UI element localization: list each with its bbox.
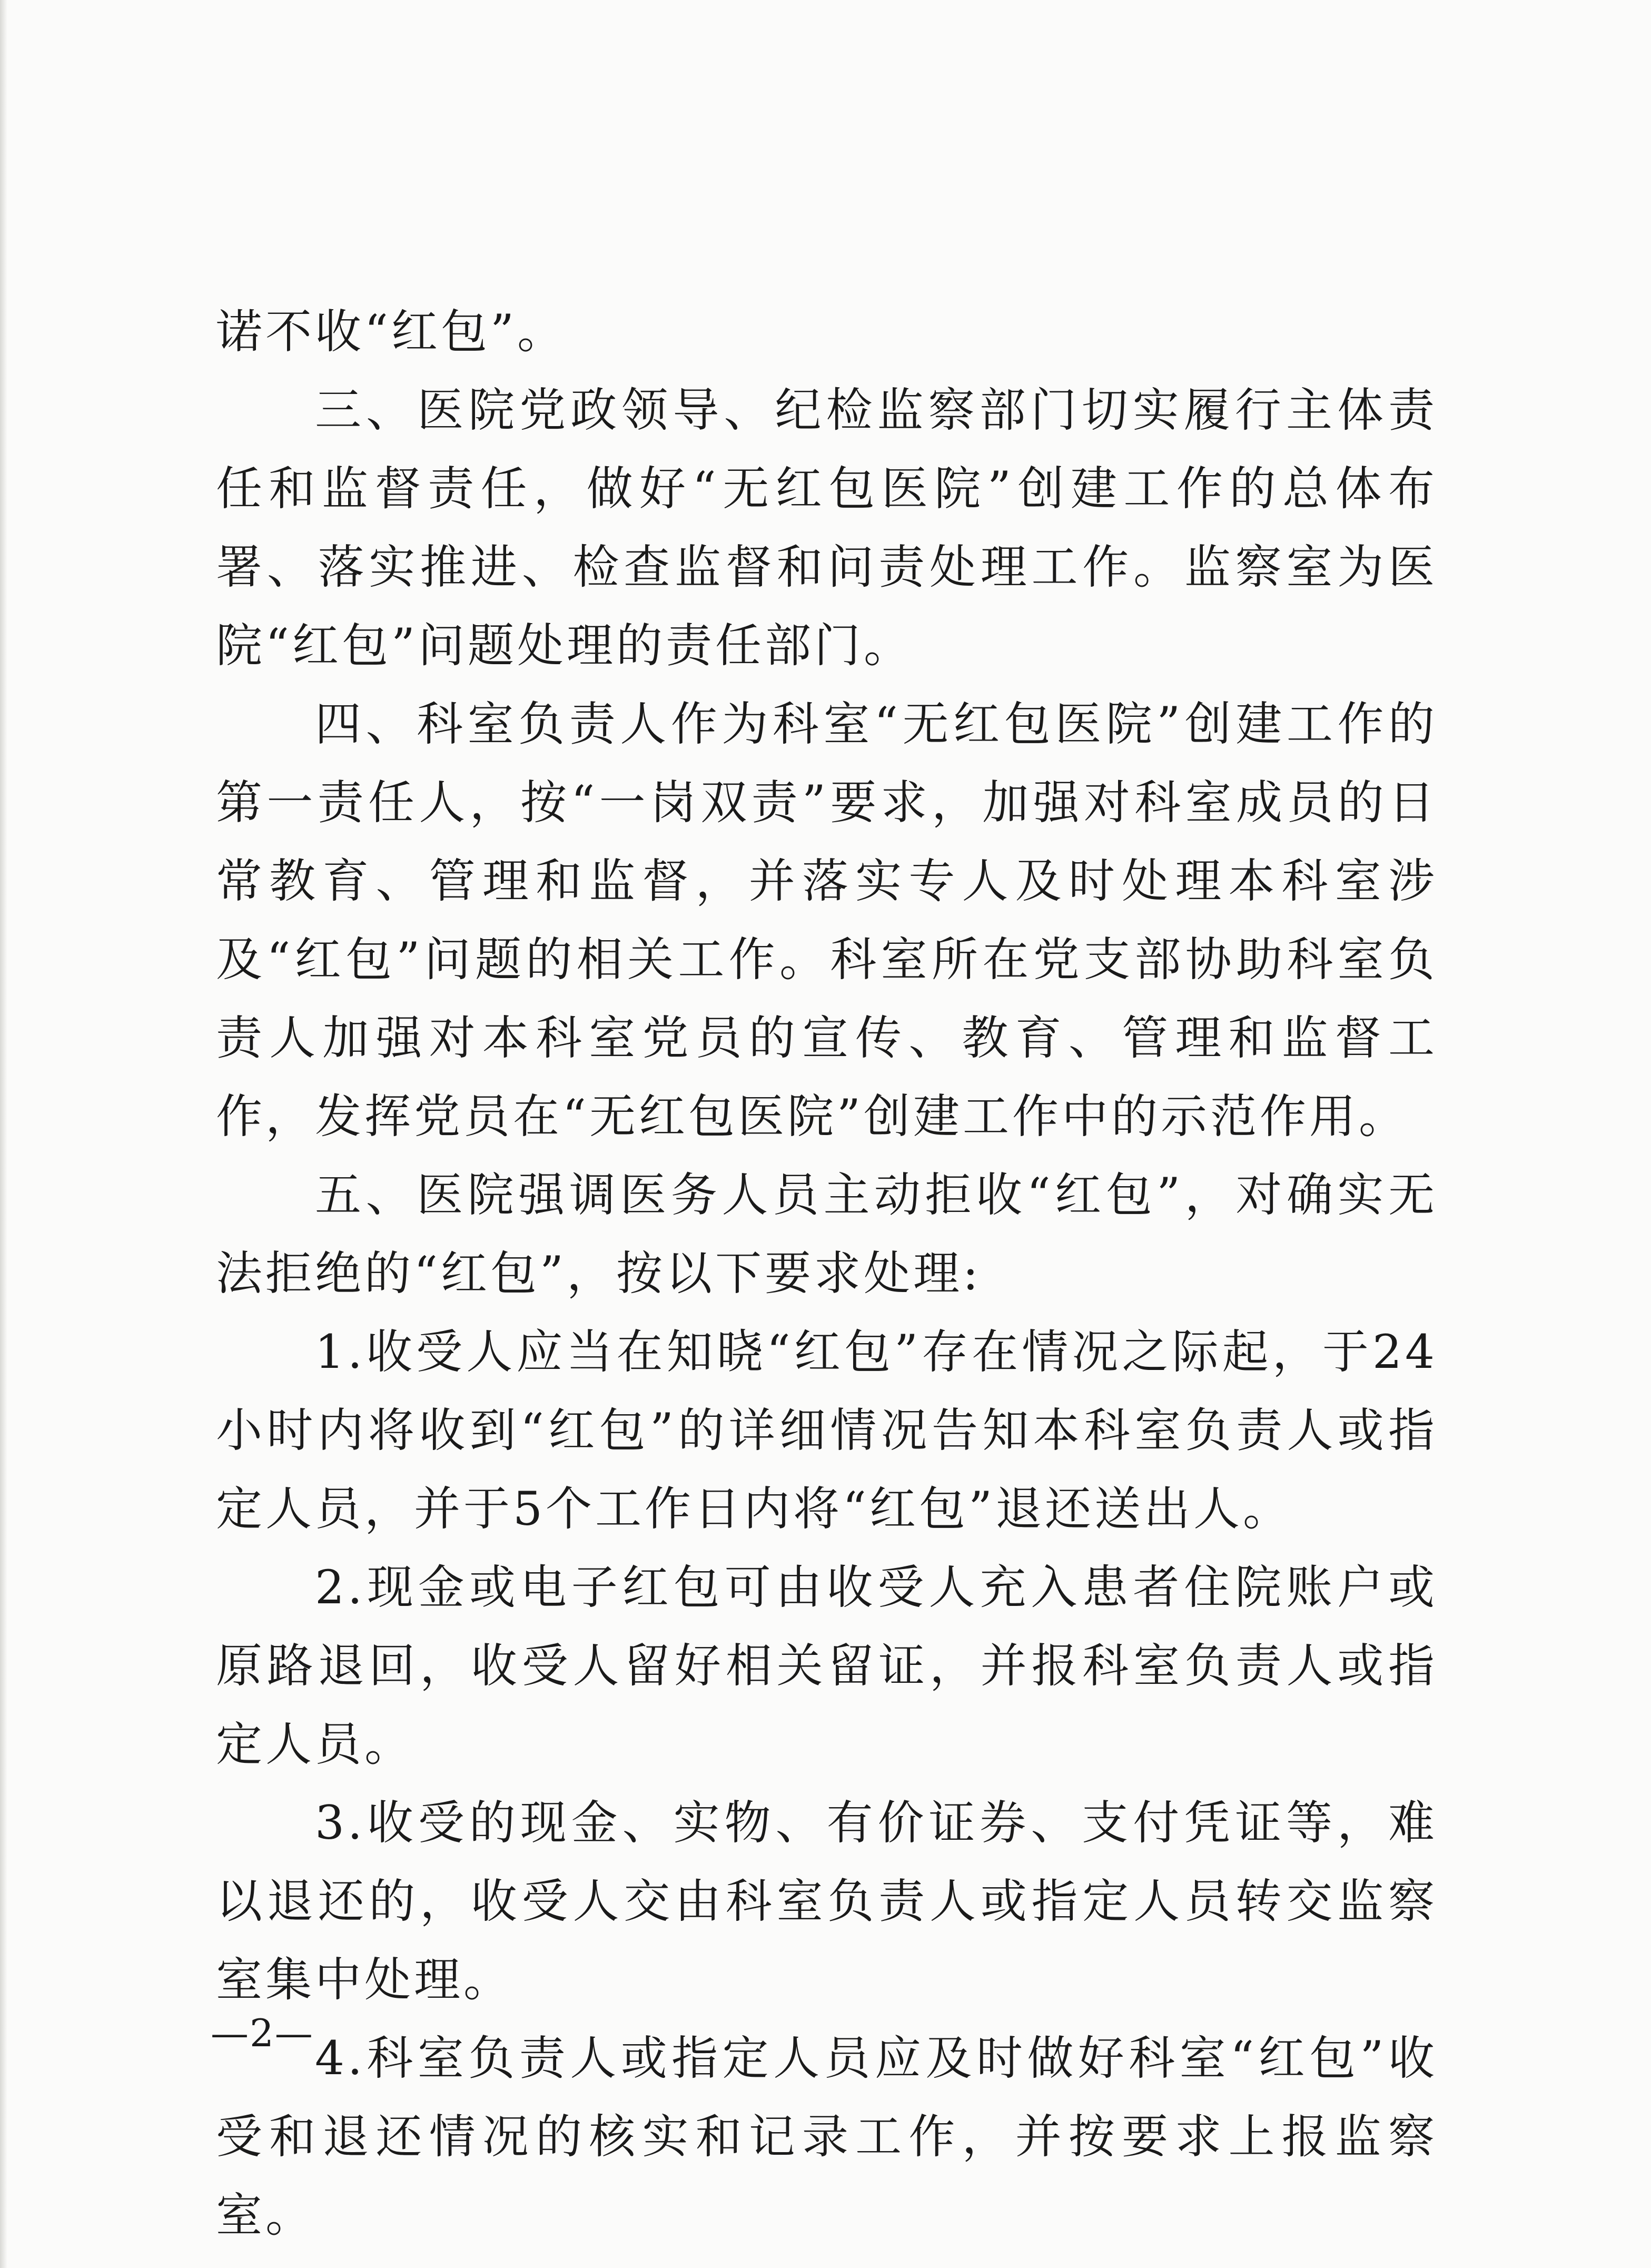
paragraph-item-1: 1.收受人应当在知晓“红包”存在情况之际起，于24小时内将收到“红包”的详细情况告知本科室负责人或指定人员，并于5个工作日内将“红包”退还送出人。 bbox=[216, 1325, 1438, 1536]
document-body bbox=[216, 292, 1438, 2254]
paragraph-item-4: 4.科室负责人或指定人员应及时做好科室“红包”收受和退还情况的核实和记录工作，并按要求上报监察室。 bbox=[216, 2031, 1438, 2242]
paragraph-section-3: 三、医院党政领导、纪检监察部门切实履行主体责任和监督责任，做好“无红包医院”创建工作的总体布署、落实推进、检查监督和问责处理工作。监察室为医院“红包”问题处理的责任部门。 bbox=[216, 383, 1438, 673]
scan-edge bbox=[0, 0, 7, 2268]
page-number: —2— bbox=[211, 2011, 314, 2055]
paragraph-section-5: 五、医院强调医务人员主动拒收“红包”，对确实无法拒绝的“红包”，按以下要求处理: bbox=[216, 1168, 1438, 1300]
paragraph-item-2: 2.现金或电子红包可由收受人充入患者住院账户或原路退回，收受人留好相关留证，并报科室负责人或指定人员。 bbox=[216, 1560, 1438, 1771]
paragraph-section-4: 四、科室负责人作为科室“无红包医院”创建工作的第一责任人，按“一岗双责”要求，加强对科室成员的日常教育、管理和监督，并落实专人及时处理本科室涉及“红包”问题的相关工作。科室所在党支部协助科室负责人加强对本科室党员的宣传、教育、管理和监督工作，发挥党员在“无红包医院”创建工作中的示范作用。 bbox=[216, 697, 1438, 1143]
paragraph-continuation: 诺不收“红包”。 bbox=[216, 304, 567, 359]
paragraph-item-3: 3.收受的现金、实物、有价证券、支付凭证等，难以退还的，收受人交由科室负责人或指定人员转交监察室集中处理。 bbox=[216, 1796, 1438, 2007]
